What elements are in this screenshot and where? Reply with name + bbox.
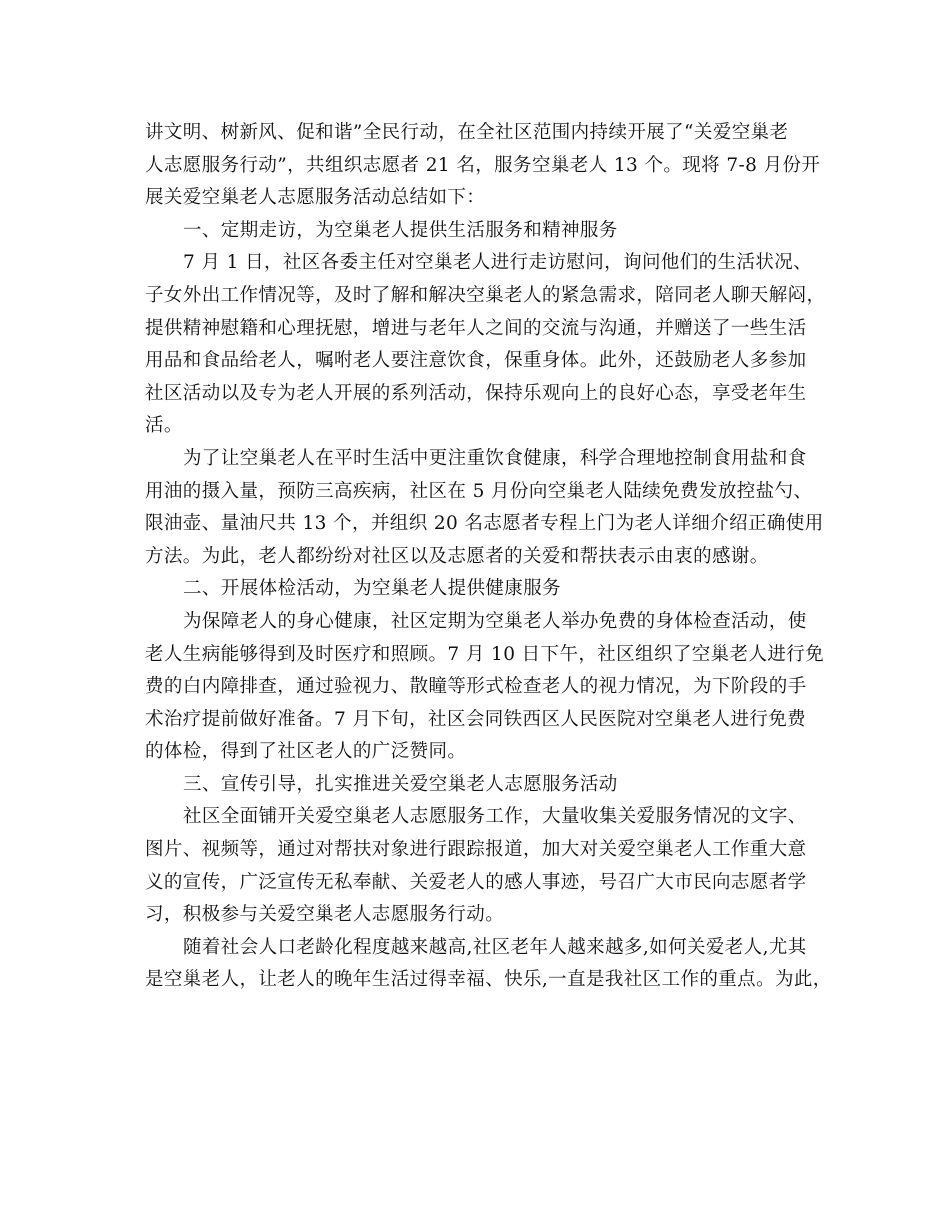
- text-line: 费的白内障排查，通过验视力、散瞳等形式检查老人的视力情况，为下阶段的手: [145, 676, 807, 698]
- text-line: 活。: [145, 415, 183, 437]
- text-line: 方法。为此，老人都纷纷对社区以及志愿者的关爱和帮扶表示由衷的感谢。: [145, 545, 769, 567]
- text-line: 的体检，得到了社区老人的广泛赞同。: [145, 741, 467, 763]
- text-line: 图片、视频等，通过对帮扶对象进行跟踪报道，加大对关爱空巢老人工作重大意: [145, 839, 807, 861]
- document-body: [145, 117, 832, 997]
- text-line: 习，积极参与关爱空巢老人志愿服务行动。: [145, 904, 505, 926]
- text-line: 7 月 1 日，社区各委主任对空巢老人进行走访慰问，询问他们的生活状况、: [183, 252, 813, 274]
- text-line: 为了让空巢老人在平时生活中更注重饮食健康，科学合理地控制食用盐和食: [183, 447, 807, 469]
- text-line: 老人生病能够得到及时医疗和照顾。7 月 10 日下午，社区组织了空巢老人进行免: [145, 643, 825, 665]
- text-line: 提供精神慰籍和心理抚慰，增进与老年人之间的交流与沟通，并赠送了一些生活: [145, 317, 807, 339]
- text-line: 人志愿服务行动”，共组织志愿者 21 名，服务空巢老人 13 个。现将 7-8 月份开: [145, 154, 821, 176]
- text-line: 限油壶、量油尺共 13 个，并组织 20 名志愿者专程上门为老人详细介绍正确使用: [145, 513, 824, 535]
- text-line: 用油的摄入量，预防三高疾病，社区在 5 月份向空巢老人陆续免费发放控盐勺、: [145, 480, 813, 502]
- text-line: 展关爱空巢老人志愿服务活动总结如下：: [145, 187, 486, 209]
- text-line: 随着社会人口老龄化程度越来越高,社区老年人越来越多,如何关爱老人,尤其: [183, 936, 807, 958]
- text-line: 为保障老人的身心健康，社区定期为空巢老人举办免费的身体检查活动，使: [183, 610, 807, 632]
- section-heading: 一、定期走访，为空巢老人提供生活服务和精神服务: [183, 219, 618, 241]
- text-line: 讲文明、树新风、促和谐”全民行动，在全社区范围内持续开展了“关爱空巢老: [145, 122, 789, 143]
- text-line: 术治疗提前做好准备。7 月下旬，社区会同铁西区人民医院对空巢老人进行免费: [145, 708, 807, 730]
- text-line: 用品和食品给老人，嘱咐老人要注意饮食，保重身体。此外，还鼓励老人多参加: [145, 350, 807, 372]
- section-heading: 三、宣传引导，扎实推进关爱空巢老人志愿服务活动: [183, 773, 618, 795]
- text-line: 义的宣传，广泛宣传无私奉献、关爱老人的感人事迹，号召广大市民向志愿者学: [145, 871, 807, 893]
- text-line: 子女外出工作情况等，及时了解和解决空巢老人的紧急需求，陪同老人聊天解闷，: [145, 284, 826, 306]
- text-line: 社区全面铺开关爱空巢老人志愿服务工作，大量收集关爱服务情况的文字、: [183, 806, 807, 828]
- text-line: 是空巢老人，让老人的晚年生活过得幸福、快乐,一直是我社区工作的重点。为此，: [145, 969, 832, 991]
- text-line: 社区活动以及专为老人开展的系列活动，保持乐观向上的良好心态，享受老年生: [145, 382, 807, 404]
- section-heading: 二、开展体检活动，为空巢老人提供健康服务: [183, 578, 562, 600]
